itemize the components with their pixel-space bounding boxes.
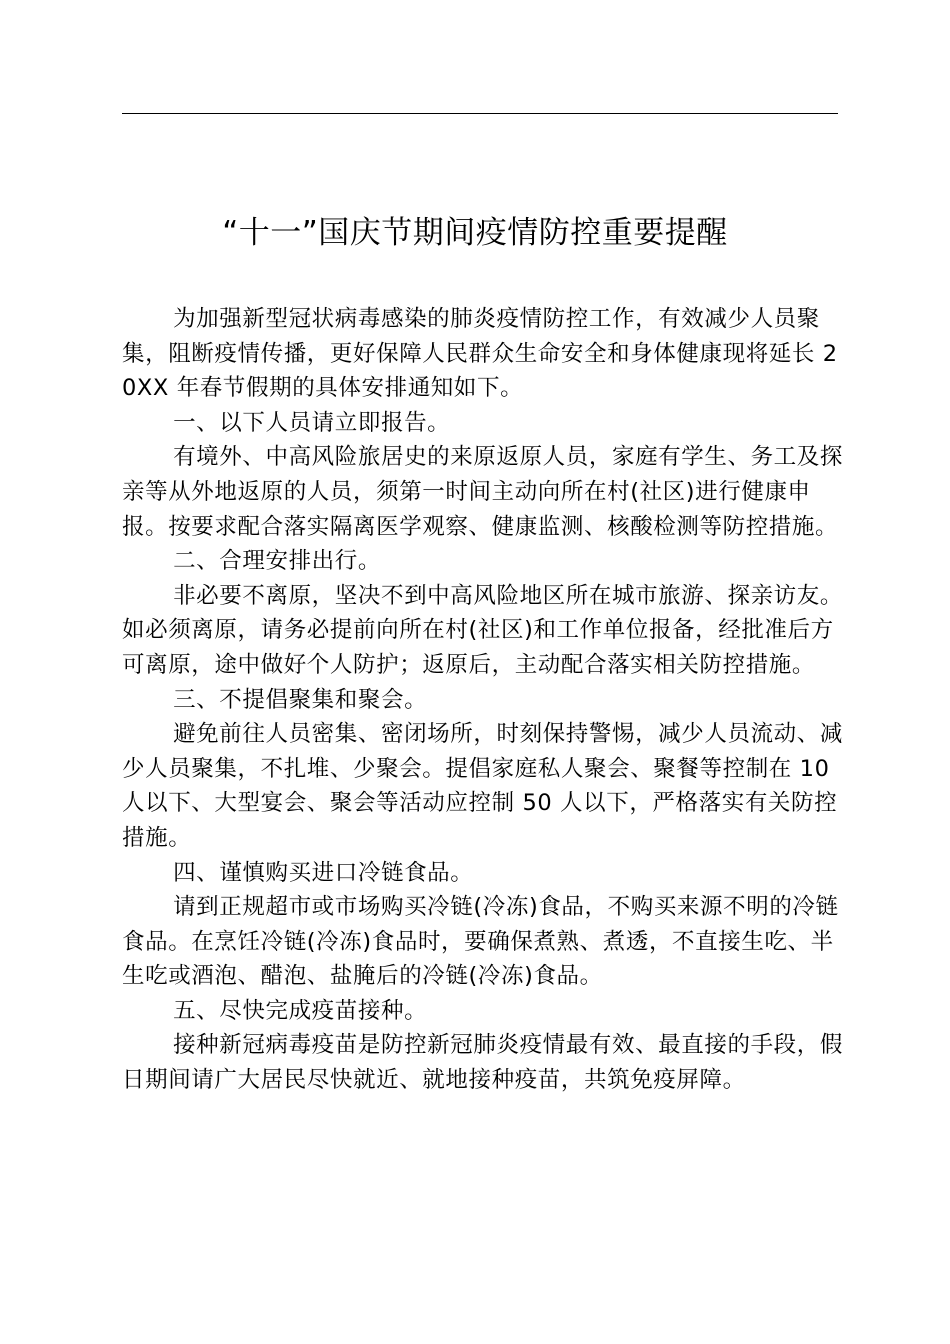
section-heading-5: 五、尽快完成疫苗接种。 <box>173 997 428 1024</box>
section-paragraph-2: 非必要不离原，坚决不到中高风险地区所在城市旅游、探亲访友。如必须离原，请务必提前向所在村(社区)和工作单位报备，经批准后方可离原，途中做好个人防护；返原后，主动配合落实相关防控措施。 <box>122 582 843 678</box>
section-paragraph-3: 避免前往人员密集、密闭场所，时刻保持警惕，减少人员流动、减少人员聚集，不扎堆、少聚会。提倡家庭私人聚会、聚餐等控制在 10 人以下、大型宴会、聚会等活动应控制 50 人以下，严格落实有关防控措施。 <box>122 721 843 851</box>
section-paragraph-5: 接种新冠病毒疫苗是防控新冠肺炎疫情最有效、最直接的手段，假日期间请广大居民尽快就近、就地接种疫苗，共筑免疫屏障。 <box>122 1032 843 1094</box>
header-divider <box>122 113 838 114</box>
section-heading-4: 四、谨慎购买进口冷链食品。 <box>173 859 474 886</box>
intro-paragraph: 为加强新型冠状病毒感染的肺炎疫情防控工作，有效减少人员聚集，阻断疫情传播，更好保障人民群众生命安全和身体健康现将延长 20XX 年春节假期的具体安排通知如下。 <box>122 306 838 402</box>
document-body <box>122 302 847 1098</box>
section-paragraph-1: 有境外、中高风险旅居史的来原返原人员，家庭有学生、务工及探亲等从外地返原的人员，须第一时间主动向所在村(社区)进行健康申报。按要求配合落实隔离医学观察、健康监测、核酸检测等防控措施。 <box>122 444 843 540</box>
section-heading-3: 三、不提倡聚集和聚会。 <box>173 686 428 713</box>
section-paragraph-4: 请到正规超市或市场购买冷链(冷冻)食品，不购买来源不明的冷链食品。在烹饪冷链(冷冻)食品时，要确保煮熟、煮透，不直接生吃、半生吃或酒泡、醋泡、盐腌后的冷链(冷冻)食品。 <box>122 894 839 990</box>
document-title: “十一”国庆节期间疫情防控重要提醒 <box>222 215 728 251</box>
section-heading-1: 一、以下人员请立即报告。 <box>173 409 451 436</box>
section-heading-2: 二、合理安排出行。 <box>173 548 381 575</box>
